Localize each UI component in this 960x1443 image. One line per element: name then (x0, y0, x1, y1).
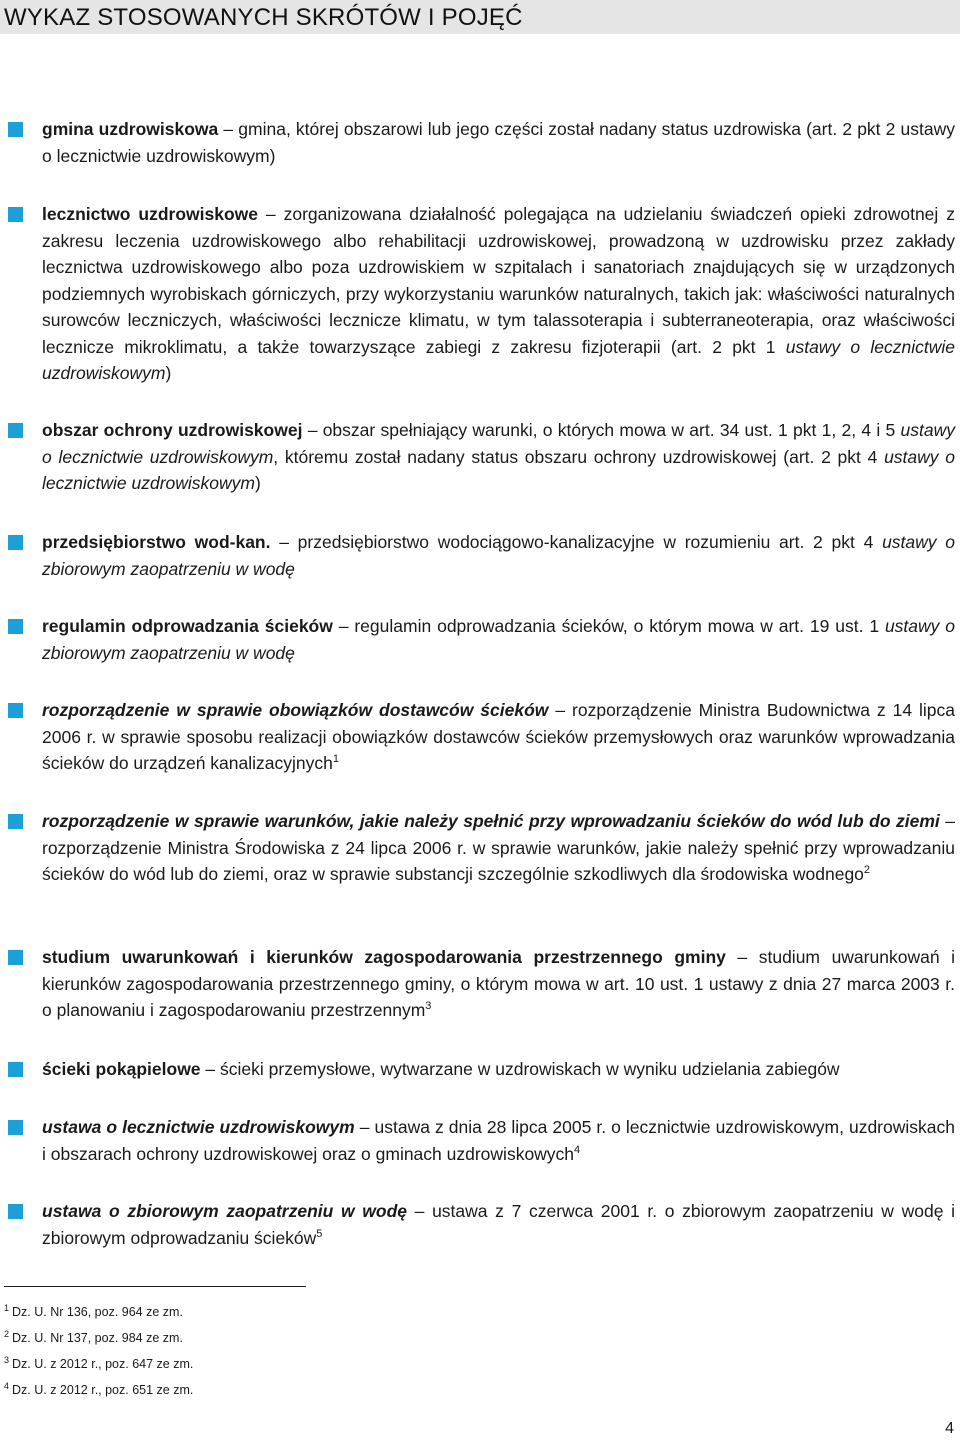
entry-definition: rozporządzenie Ministra Budownictwa z 14 lipca 2006 r. w sprawie sposobu realizacji obowiązków dostawców ścieków przemysłowych oraz warunków wprowadzania ścieków do urządzeń kanalizacyjnych (42, 700, 956, 773)
entry-text: regulamin odprowadzania ścieków – regulamin odprowadzania ścieków, o którym mowa w art. 19 ust. 1 ustawy o zbiorowym zaopatrzeniu w wodę (42, 616, 956, 663)
entry-term: ustawa o zbiorowym zaopatrzeniu w wodę (42, 1201, 407, 1221)
entry-term: regulamin odprowadzania ścieków (42, 616, 333, 636)
square-bullet-icon (8, 535, 23, 550)
footnote-number: 1 (4, 1303, 10, 1313)
entry-term: gmina uzdrowiskowa (42, 119, 219, 139)
page-title: WYKAZ STOSOWANYCH SKRÓTÓW I POJĘĆ (4, 4, 523, 31)
entry-definition: rozporządzenie Ministra Środowiska z 24 lipca 2006 r. w sprawie warunków, jakie należy spełnić przy wprowadzaniu ścieków do wód lub do ziemi, oraz w sprawie substancji szczególnie szkodliwych dla środowiska wodnego (42, 837, 955, 884)
entry-definition: regulamin odprowadzania ścieków, o którym mowa w art. 19 ust. 1 (354, 616, 885, 636)
footnote-ref: 4 (574, 1143, 581, 1156)
square-bullet-icon (8, 1062, 23, 1077)
entry-term: lecznictwo uzdrowiskowe (42, 204, 259, 224)
footnote (4, 1300, 183, 1320)
entry-term: rozporządzenie w sprawie warunków, jakie należy spełnić przy wprowadzaniu ścieków do wód lub do ziemi (42, 811, 940, 831)
square-bullet-icon (8, 950, 23, 965)
entry-definition: przedsiębiorstwo wodociągowo-kanalizacyjne w rozumieniu art. 2 pkt 4 (297, 532, 883, 552)
entry-text: lecznictwo uzdrowiskowe – zorganizowana działalność polegająca na udzielaniu świadczeń opieki zdrowotnej z zakresu leczenia uzdrowiskowego albo rehabilitacji uzdrowiskowej, prowadzoną w uzdrowisku przez zakłady lecznictwa uzdrowiskowego albo poza uzdrowiskiem w szpitalach i sanatoriach znajdujących się w urządzonych podziemnych wyrobiskach górniczych, przy wykorzystaniu warunków naturalnych, takich jak: właściwości naturalnych surowców leczniczych, właściwości lecznicze klimatu, w tym talassoterapia i subterraneoterapia, oraz właściwości lecznicze mikroklimatu, a także towarzyszące zabiegi z zakresu fizjoterapii (art. 2 pkt 1 ustawy o lecznictwie uzdrowiskowym) (42, 204, 955, 383)
entry-term: przedsiębiorstwo wod-kan. (42, 532, 271, 552)
footnote-text: Dz. U. z 2012 r., poz. 647 ze zm. (12, 1357, 194, 1372)
footnote-ref: 2 (863, 864, 871, 877)
footnote (4, 1352, 193, 1372)
entry-text: gmina uzdrowiskowa – gmina, której obszarowi lub jego części został nadany status uzdrowiska (art. 2 pkt 2 ustawy o lecznictwie uzdrowiskowym) (42, 119, 955, 166)
footnote-number: 4 (4, 1381, 10, 1391)
entry-definition: gmina, której obszarowi lub jego części został nadany status uzdrowiska (art. 2 pkt 2 ustawy o lecznictwie uzdrowiskowym) (42, 119, 955, 166)
entry-definition: ścieki przemysłowe, wytwarzane w uzdrowiskach w wyniku udzielania zabiegów (220, 1059, 840, 1079)
entry-text: studium uwarunkowań i kierunków zagospodarowania przestrzennego gminy – studium uwarunkowań i kierunków zagospodarowania przestrzennego gminy, o którym mowa w art. 10 ust. 1 ustawy z dnia 27 marca 2003 r. o planowaniu i zagospodarowaniu przestrzennym$^3$ (42, 947, 955, 1020)
entry-text: rozporządzenie w sprawie obowiązków dostawców ścieków – rozporządzenie Ministra Budownictwa z 14 lipca 2006 r. w sprawie sposobu realizacji obowiązków dostawców ścieków przemysłowych oraz warunków wprowadzania ścieków do urządzeń kanalizacyjnych$^1$ (42, 700, 956, 773)
square-bullet-icon (8, 1120, 23, 1135)
square-bullet-icon (8, 703, 23, 718)
entry-text: ścieki pokąpielowe – ścieki przemysłowe, wytwarzane w uzdrowiskach w wyniku udzielania zabiegów (42, 1059, 840, 1079)
entry-definition: zorganizowana działalność polegająca na udzielaniu świadczeń opieki zdrowotnej z zakresu leczenia uzdrowiskowego albo rehabilitacji uzdrowiskowej, prowadzoną w uzdrowisku przez zakłady lecznictwa uzdrowiskowego albo poza uzdrowiskiem w szpitalach i sanatoriach znajdujących się w urządzonych podziemnych wyrobiskach górniczych, przy wykorzystaniu warunków naturalnych, takich jak: właściwości naturalnych surowców leczniczych, właściwości lecznicze klimatu, w tym talassoterapia i subterraneoterapia, oraz właściwości lecznicze mikroklimatu, a także towarzyszące zabiegi z zakresu fizjoterapii (art. 2 pkt 1 (42, 204, 955, 357)
footnote-text: Dz. U. Nr 136, poz. 964 ze zm. (12, 1305, 183, 1320)
footnote-ref: 5 (316, 1227, 323, 1240)
square-bullet-icon (8, 423, 23, 438)
square-bullet-icon (8, 814, 23, 829)
footnote-text: Dz. U. z 2012 r., poz. 651 ze zm. (12, 1383, 194, 1398)
entry-term: studium uwarunkowań i kierunków zagospodarowania przestrzennego gminy (42, 947, 726, 967)
entry-term: rozporządzenie w sprawie obowiązków dostawców ścieków (42, 700, 549, 720)
entry-reference: ustawy o lecznictwie uzdrowiskowym (42, 336, 955, 383)
entry-reference: ustawy o lecznictwie uzdrowiskowym (42, 446, 955, 493)
header-bar (0, 0, 960, 34)
entry-term: obszar ochrony uzdrowiskowej (42, 420, 303, 440)
footnote-separator (4, 1286, 306, 1287)
entry-term: ustawa o lecznictwie uzdrowiskowym (42, 1117, 355, 1137)
square-bullet-icon (8, 1204, 23, 1219)
footnote-number: 2 (4, 1329, 10, 1339)
entry-definition: studium uwarunkowań i kierunków zagospodarowania przestrzennego gminy, o którym mowa w art. 10 ust. 1 ustawy z dnia 27 marca 2003 r. o planowaniu i zagospodarowaniu przestrzennym (42, 947, 955, 1020)
footnote-ref: 1 (332, 753, 339, 766)
entry-reference: ustawy o zbiorowym zaopatrzeniu w wodę (42, 616, 956, 663)
footnote-number: 3 (4, 1355, 10, 1365)
square-bullet-icon (8, 619, 23, 634)
entry-definition: ustawa z dnia 28 lipca 2005 r. o lecznictwie uzdrowiskowym, uzdrowiskach i obszarach ochrony uzdrowiskowej oraz o gminach uzdrowiskowych (42, 1117, 955, 1164)
square-bullet-icon (8, 207, 23, 222)
entry-reference: ustawy o zbiorowym zaopatrzeniu w wodę (42, 532, 955, 579)
entry-text: rozporządzenie w sprawie warunków, jakie należy spełnić przy wprowadzaniu ścieków do wód lub do ziemi – rozporządzenie Ministra Środowiska z 24 lipca 2006 r. w sprawie warunków, jakie należy spełnić przy wprowadzaniu ścieków do wód lub do ziemi, oraz w sprawie substancji szczególnie szkodliwych dla środowiska wodnego$^2$ (42, 811, 955, 884)
footnote-text: Dz. U. Nr 137, poz. 984 ze zm. (12, 1331, 183, 1346)
entry-reference: ustawy o lecznictwie uzdrowiskowym (42, 420, 955, 467)
footnote (4, 1378, 193, 1398)
entry-text: ustawa o lecznictwie uzdrowiskowym – ustawa z dnia 28 lipca 2005 r. o lecznictwie uzdrowiskowym, uzdrowiskach i obszarach ochrony uzdrowiskowej oraz o gminach uzdrowiskowych$^4$ (42, 1117, 955, 1164)
entry-text: przedsiębiorstwo wod-kan. – przedsiębiorstwo wodociągowo-kanalizacyjne w rozumieniu art. 2 pkt 4 ustawy o zbiorowym zaopatrzeniu w wodę (42, 532, 955, 579)
entry-definition: obszar spełniający warunki, o których mowa w art. 34 ust. 1 pkt 1, 2, 4 i 5 (322, 420, 901, 440)
entry-text: obszar ochrony uzdrowiskowej – obszar spełniający warunki, o których mowa w art. 34 ust. 1 pkt 1, 2, 4 i 5 ustawy o lecznictwie uzdrowiskowym, któremu został nadany status obszaru ochrony uzdrowiskowej (art. 2 pkt 4 ustawy o lecznictwie uzdrowiskowym) (42, 420, 955, 493)
square-bullet-icon (8, 122, 23, 137)
footnote (4, 1326, 183, 1346)
page-number: 4 (945, 1420, 954, 1437)
entry-definition: ustawa z 7 czerwca 2001 r. o zbiorowym zaopatrzeniu w wodę i zbiorowym odprowadzaniu ścieków (42, 1201, 955, 1248)
entry-term: ścieki pokąpielowe (42, 1059, 201, 1079)
footnote-ref: 3 (425, 1000, 432, 1013)
entry-text: ustawa o zbiorowym zaopatrzeniu w wodę – ustawa z 7 czerwca 2001 r. o zbiorowym zaopatrzeniu w wodę i zbiorowym odprowadzaniu ścieków$^5$ (42, 1201, 955, 1248)
